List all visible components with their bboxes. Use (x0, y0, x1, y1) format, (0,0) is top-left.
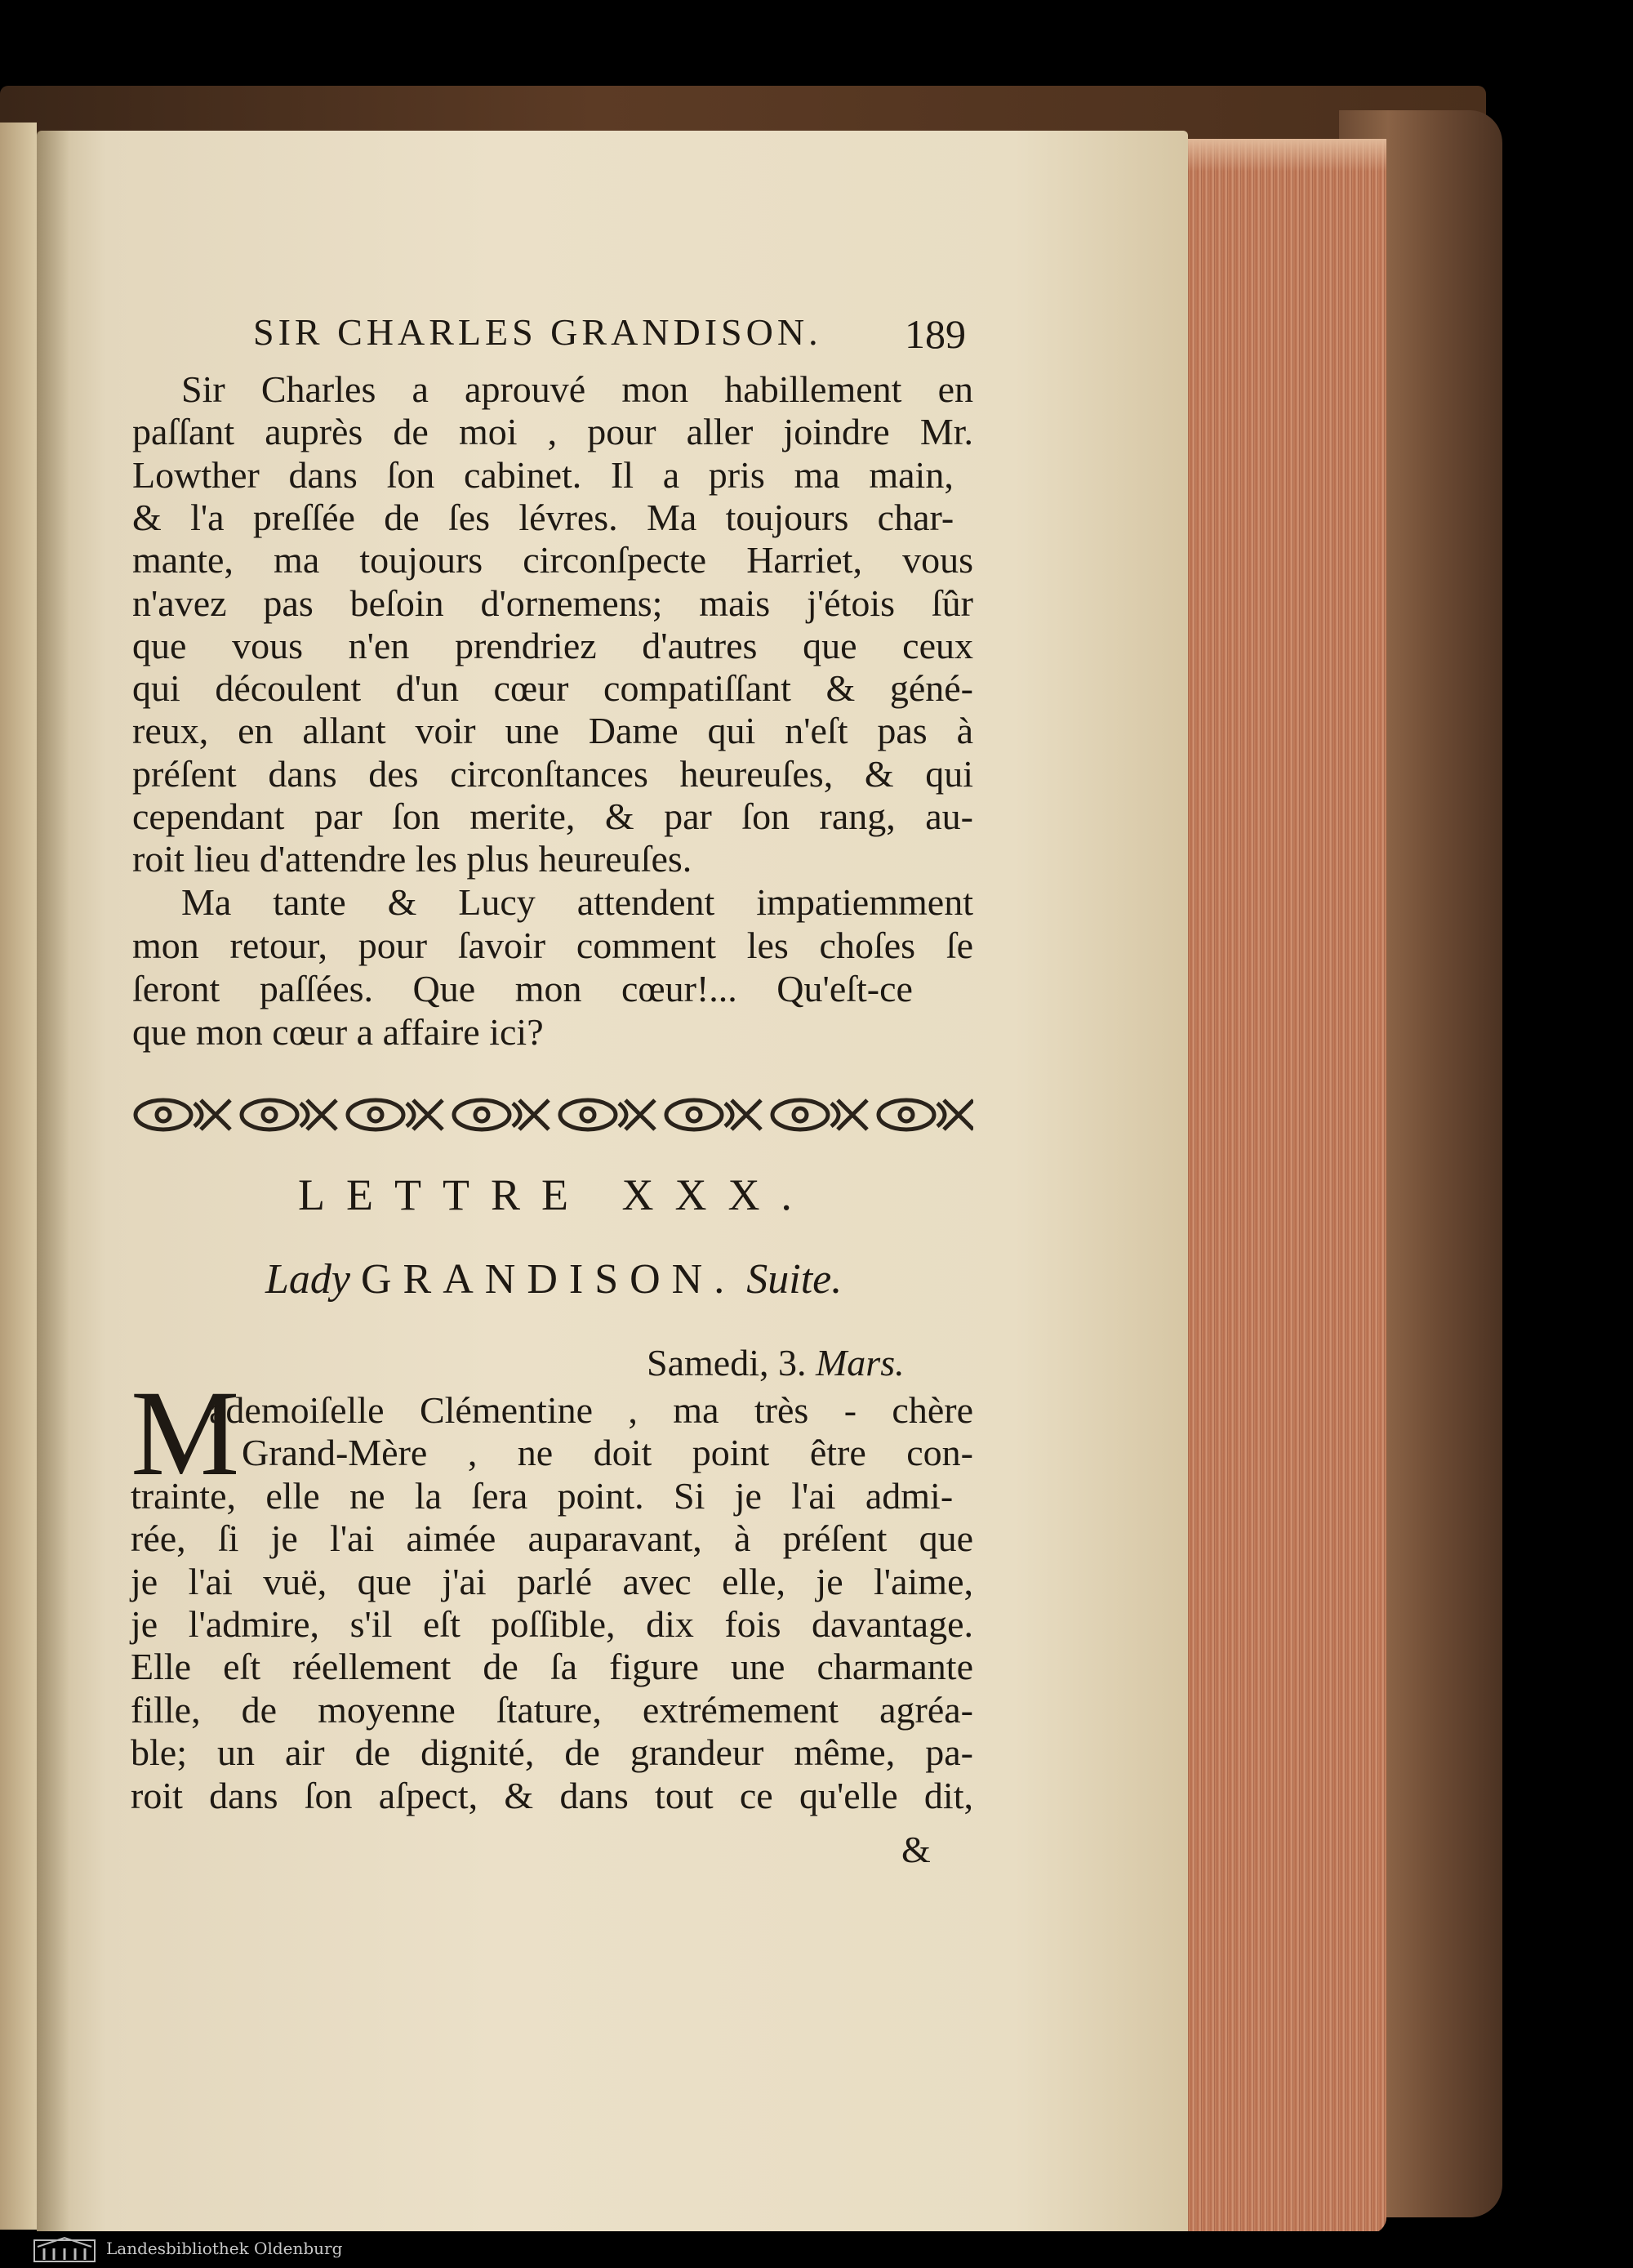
text-line: reux, en allant voir une Dame qui n'eſt pas à (132, 710, 973, 752)
letter-title: LETTRE XXX. (298, 1170, 813, 1219)
letter-date (647, 1341, 905, 1384)
text-line: & l'a preſſée de ſes lévres. Ma toujours char- (132, 496, 954, 538)
subtitle-lady: Lady (265, 1256, 350, 1303)
ornament-motif (136, 1100, 230, 1130)
library-credit: Landesbibliothek Oldenburg (106, 2239, 343, 2258)
subtitle-name: GRANDISON. (361, 1256, 736, 1303)
text-line: cependant par ſon merite, & par ſon rang, au- (132, 795, 973, 837)
text-line: roit lieu d'attendre les plus heureuſes. (132, 838, 692, 880)
text-line: fille, de moyenne ſtature, extrémement agréa- (131, 1688, 973, 1731)
facing-page-edge (0, 123, 37, 2230)
ornament-motif (454, 1100, 549, 1130)
text-line: je l'ai vuë, que j'ai parlé avec elle, je l'aime, (131, 1560, 973, 1602)
text-line: rée, ſi je l'ai aimée auparavant, à préſent que (131, 1517, 973, 1560)
text-line: paſſant auprès de moi , pour aller joindre Mr. (132, 411, 973, 453)
text-line: préſent dans des circonſtances heureuſes, & qui (132, 752, 973, 795)
text-line: mante, ma toujours circonſpecte Harriet, vous (132, 539, 973, 581)
text-line: qui découlent d'un cœur compatiſſant & géné- (132, 667, 973, 710)
library-logo-icon (33, 2235, 96, 2263)
text-line: ademoiſelle Clémentine , ma très - chère (209, 1389, 973, 1431)
ornament-motif (772, 1100, 867, 1130)
date-month: Mars. (815, 1342, 905, 1384)
text-line: Ma tante & Lucy attendent impatiemment (181, 881, 973, 923)
date-day: Samedi, 3. (647, 1342, 807, 1384)
text-line: je l'admire, s'il eſt poſſible, dix fois davantage. (131, 1603, 973, 1645)
text-line: roit dans ſon aſpect, & dans tout ce qu'elle dit, (131, 1774, 973, 1816)
fore-edge-highlight (1182, 139, 1386, 172)
page-fore-edge (1182, 139, 1386, 2234)
ornament-motif (348, 1100, 443, 1130)
text-line: que vous n'en prendriez d'autres que ceux (132, 624, 973, 666)
text-line: Elle eſt réellement de ſa figure une charmante (131, 1646, 973, 1688)
text-line: n'avez pas beſoin d'ornemens; mais j'étois ſûr (132, 581, 973, 624)
running-title: SIR CHARLES GRANDISON. (253, 311, 822, 353)
text-line: trainte, elle ne la ſera point. Si je l'ai admi- (131, 1474, 954, 1517)
ornament-motif (879, 1100, 973, 1130)
drop-cap: M (131, 1366, 240, 1501)
text-line: Lowther dans ſon cabinet. Il a pris ma main, (132, 453, 954, 496)
text-line: mon retour, pour ſavoir comment les choſes ſe (132, 925, 973, 966)
subtitle-suite: Suite. (746, 1256, 843, 1303)
text-line: Sir Charles a aprouvé mon habillement en (181, 368, 973, 410)
letter-subtitle (265, 1255, 842, 1303)
text-line: Grand-Mère , ne doit point être con- (242, 1432, 973, 1474)
ornament-motif (560, 1100, 655, 1130)
text-line: ble; un air de dignité, de grandeur même, pa- (131, 1731, 973, 1774)
page-gutter-shadow (37, 131, 69, 2236)
text-line: que mon cœur a affaire ici? (132, 1011, 544, 1053)
ornament-motif (666, 1100, 761, 1130)
ornamental-divider (131, 1092, 973, 1138)
page-number: 189 (905, 311, 966, 357)
text-line: ſeront paſſées. Que mon cœur!... Qu'eſt-ce (132, 968, 913, 1009)
catchword: & (901, 1829, 931, 1870)
ornament-motif (242, 1100, 336, 1130)
